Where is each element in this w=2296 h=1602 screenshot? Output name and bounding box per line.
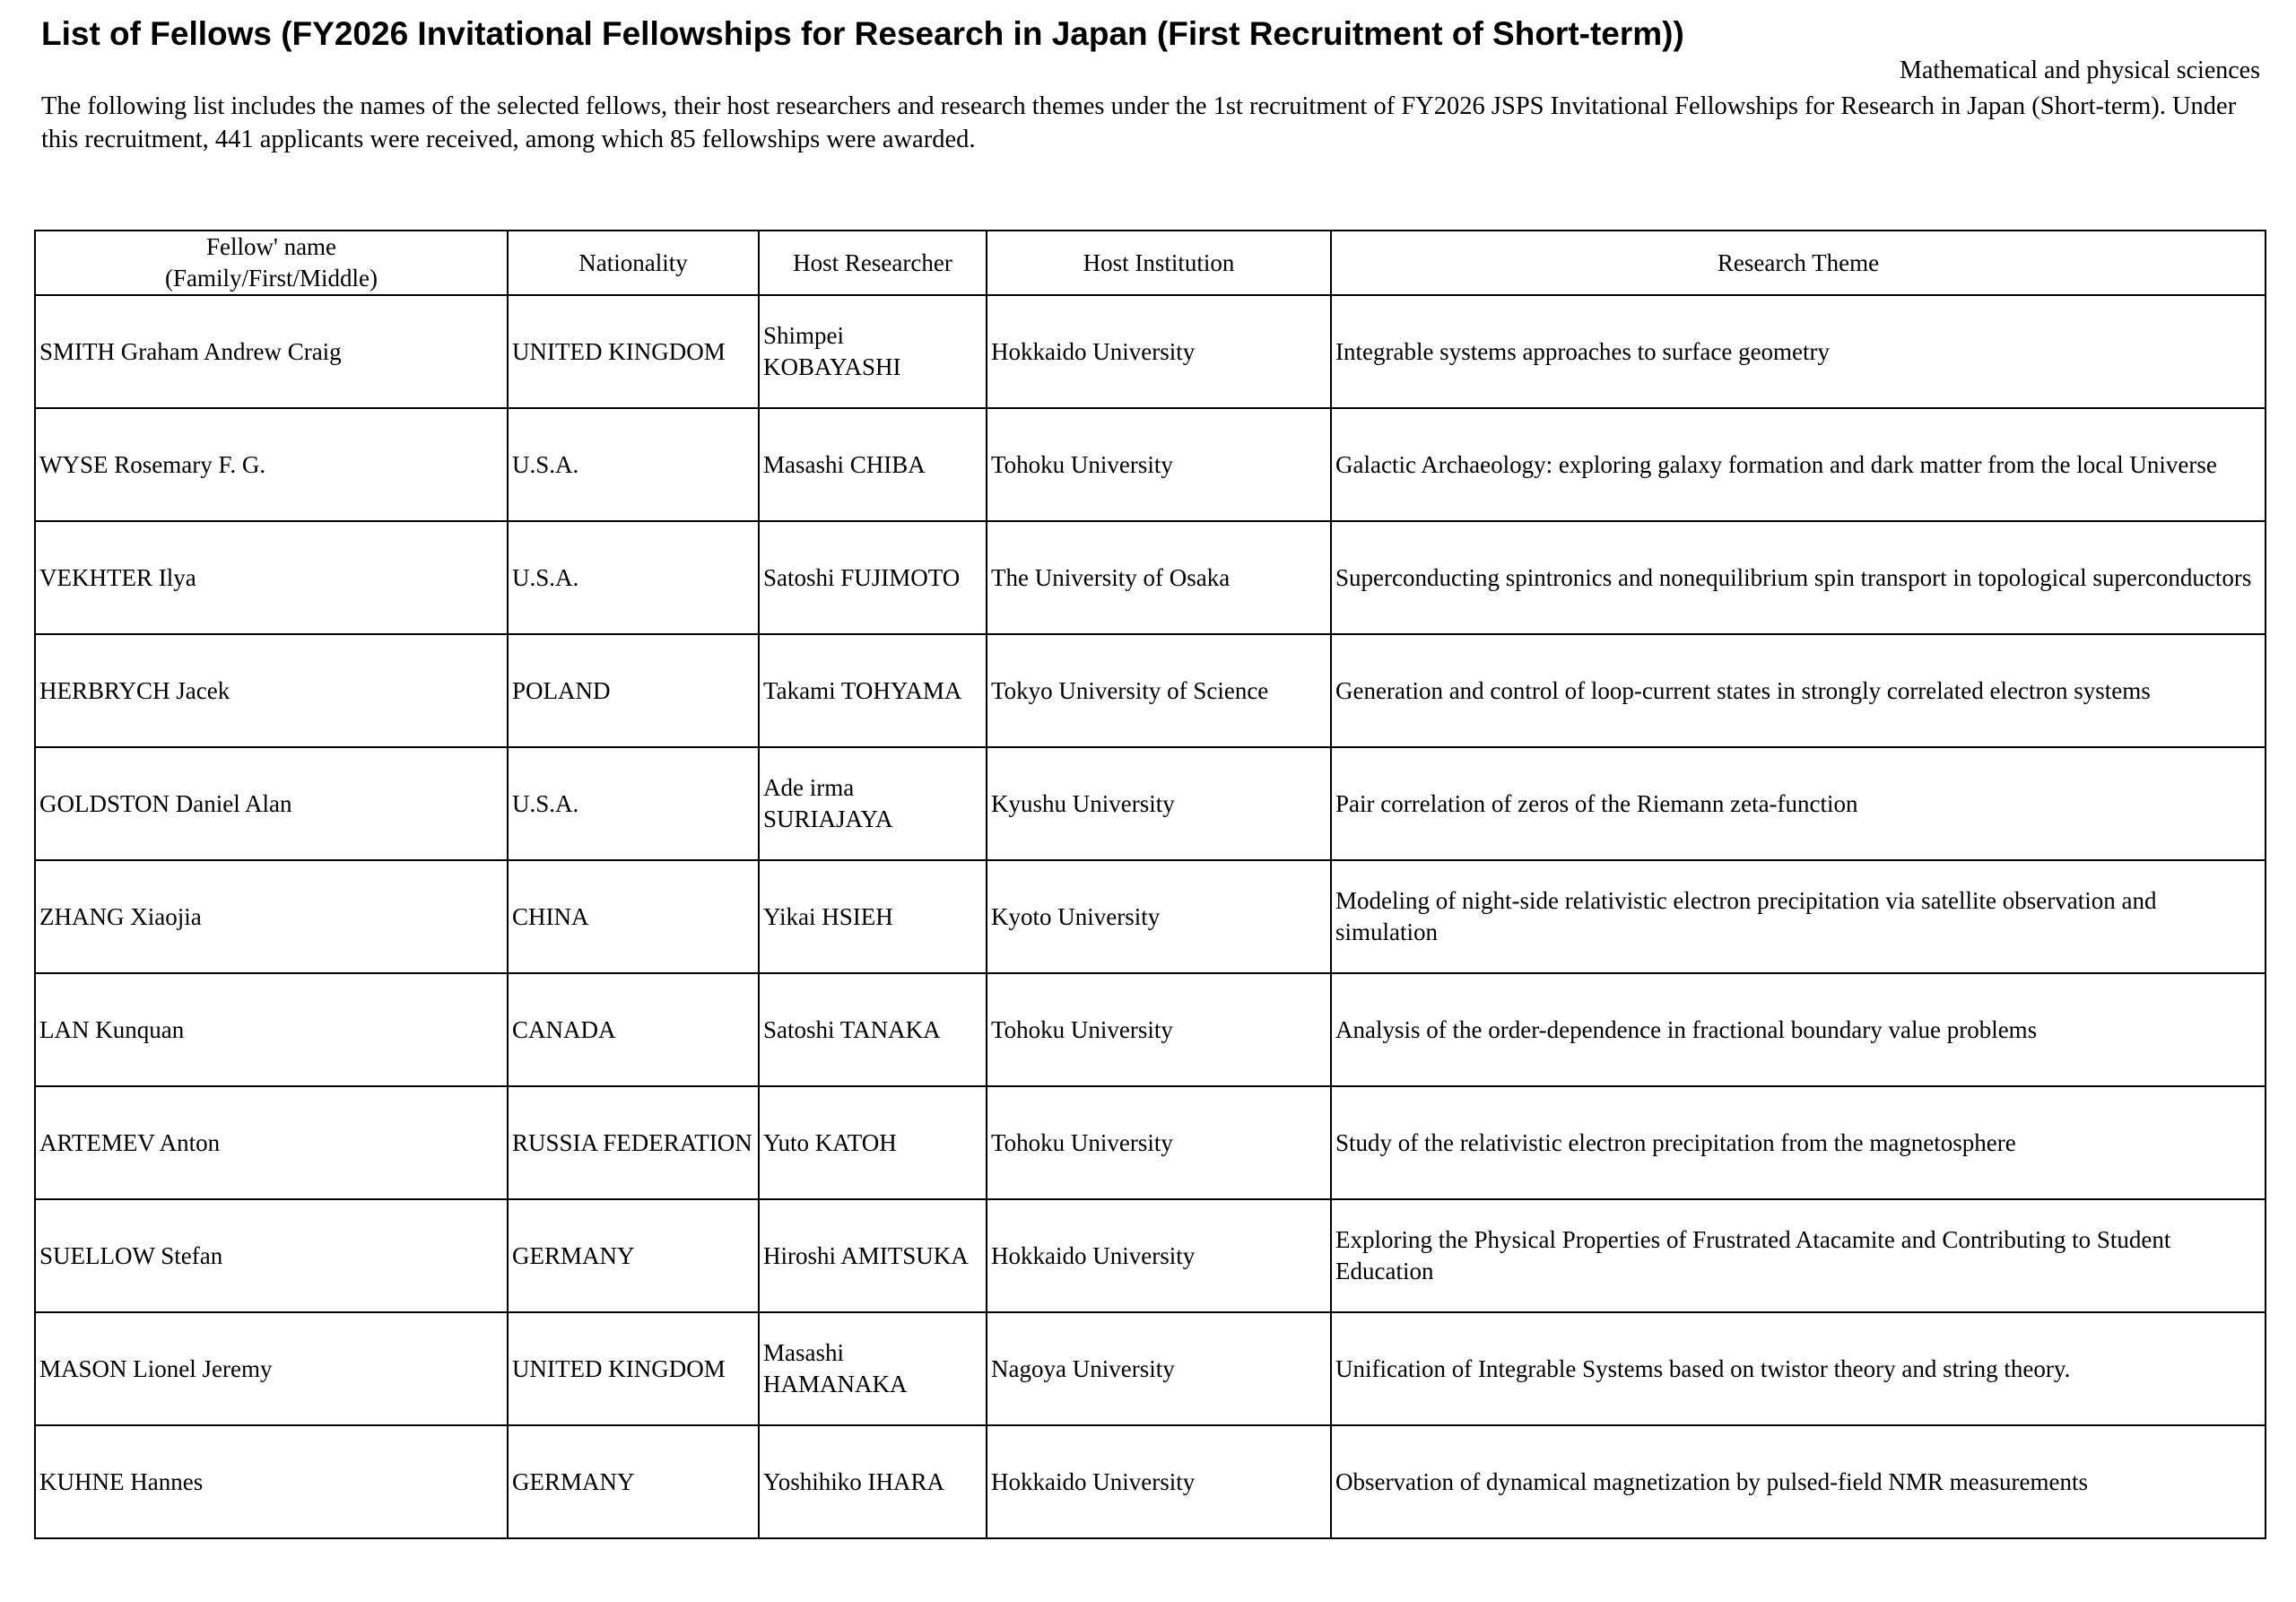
table-row [35,860,2266,973]
cell-research-theme: Superconducting spintronics and nonequilibrium spin transport in topological superconductors [1331,521,2266,634]
cell-host-institution: Hokkaido University [987,295,1331,408]
cell-host-institution: Kyushu University [987,747,1331,860]
header-fellow-name-line1: Fellow' name [205,233,337,260]
page-title: List of Fellows (FY2026 Invitational Fellowships for Research in Japan (First Recruitment of Short-term)) [41,15,1684,52]
cell-nationality: U.S.A. [508,521,759,634]
cell-host-researcher: Yuto KATOH [759,1086,987,1199]
cell-fellow-name: LAN Kunquan [35,973,508,1086]
fellows-table [34,230,2266,1539]
cell-fellow-name: ARTEMEV Anton [35,1086,508,1199]
cell-host-researcher: Takami TOHYAMA [759,634,987,747]
header-host-institution: Host Institution [987,231,1331,295]
table-row [35,408,2266,521]
cell-fellow-name: GOLDSTON Daniel Alan [35,747,508,860]
cell-research-theme: Observation of dynamical magnetization by pulsed-field NMR measurements [1331,1425,2266,1538]
cell-fellow-name: MASON Lionel Jeremy [35,1312,508,1425]
cell-fellow-name: KUHNE Hannes [35,1425,508,1538]
cell-host-institution: Hokkaido University [987,1199,1331,1312]
cell-host-institution: Tohoku University [987,1086,1331,1199]
header-fellow-name-line2: (Family/First/Middle) [164,265,378,292]
cell-research-theme: Modeling of night-side relativistic electron precipitation via satellite observation and simulation [1331,860,2266,973]
table-row [35,1199,2266,1312]
table-header-row [35,231,2266,295]
cell-host-researcher: Shimpei KOBAYASHI [759,295,987,408]
cell-research-theme: Unification of Integrable Systems based on twistor theory and string theory. [1331,1312,2266,1425]
cell-research-theme: Integrable systems approaches to surface geometry [1331,295,2266,408]
table-row [35,747,2266,860]
cell-host-institution: Kyoto University [987,860,1331,973]
intro-paragraph: The following list includes the names of the selected fellows, their host researchers and research themes under the 1st recruitment of FY2026 JSPS Invitational Fellowships for Research in Japan (Short-term). Under this recruitment, 441 applicants were received, among which 85 fellowships were awarded. [41,92,2237,153]
header-host-researcher: Host Researcher [759,231,987,295]
table-row [35,295,2266,408]
cell-host-researcher: Satoshi TANAKA [759,973,987,1086]
cell-host-institution: Hokkaido University [987,1425,1331,1538]
cell-research-theme: Analysis of the order-dependence in fractional boundary value problems [1331,973,2266,1086]
cell-research-theme: Pair correlation of zeros of the Riemann zeta-function [1331,747,2266,860]
cell-host-institution: The University of Osaka [987,521,1331,634]
table-row [35,1086,2266,1199]
cell-research-theme: Exploring the Physical Properties of Frustrated Atacamite and Contributing to Student Education [1331,1199,2266,1312]
cell-host-researcher: Hiroshi AMITSUKA [759,1199,987,1312]
cell-host-institution: Nagoya University [987,1312,1331,1425]
cell-host-researcher: Yikai HSIEH [759,860,987,973]
cell-nationality: GERMANY [508,1425,759,1538]
cell-host-researcher: Satoshi FUJIMOTO [759,521,987,634]
cell-host-researcher: Masashi HAMANAKA [759,1312,987,1425]
cell-nationality: CANADA [508,973,759,1086]
cell-host-institution: Tokyo University of Science [987,634,1331,747]
cell-nationality: CHINA [508,860,759,973]
cell-fellow-name: VEKHTER Ilya [35,521,508,634]
cell-host-institution: Tohoku University [987,408,1331,521]
cell-nationality: UNITED KINGDOM [508,1312,759,1425]
table-row [35,1312,2266,1425]
table-row [35,1425,2266,1538]
cell-fellow-name: HERBRYCH Jacek [35,634,508,747]
cell-host-researcher: Yoshihiko IHARA [759,1425,987,1538]
cell-host-researcher: Ade irma SURIAJAYA [759,747,987,860]
field-category: Mathematical and physical sciences [1900,57,2260,84]
cell-fellow-name: SUELLOW Stefan [35,1199,508,1312]
cell-research-theme: Study of the relativistic electron precipitation from the magnetosphere [1331,1086,2266,1199]
table-row [35,634,2266,747]
cell-research-theme: Generation and control of loop-current states in strongly correlated electron systems [1331,634,2266,747]
cell-nationality: U.S.A. [508,747,759,860]
cell-nationality: POLAND [508,634,759,747]
cell-host-researcher: Masashi CHIBA [759,408,987,521]
cell-host-institution: Tohoku University [987,973,1331,1086]
cell-nationality: U.S.A. [508,408,759,521]
cell-fellow-name: SMITH Graham Andrew Craig [35,295,508,408]
table-row [35,973,2266,1086]
header-fellow-name [35,231,508,295]
cell-fellow-name: WYSE Rosemary F. G. [35,408,508,521]
table-row [35,521,2266,634]
header-nationality: Nationality [508,231,759,295]
cell-nationality: GERMANY [508,1199,759,1312]
cell-nationality: UNITED KINGDOM [508,295,759,408]
header-research-theme: Research Theme [1331,231,2266,295]
cell-fellow-name: ZHANG Xiaojia [35,860,508,973]
cell-nationality: RUSSIA FEDERATION [508,1086,759,1199]
cell-research-theme: Galactic Archaeology: exploring galaxy formation and dark matter from the local Universe [1331,408,2266,521]
